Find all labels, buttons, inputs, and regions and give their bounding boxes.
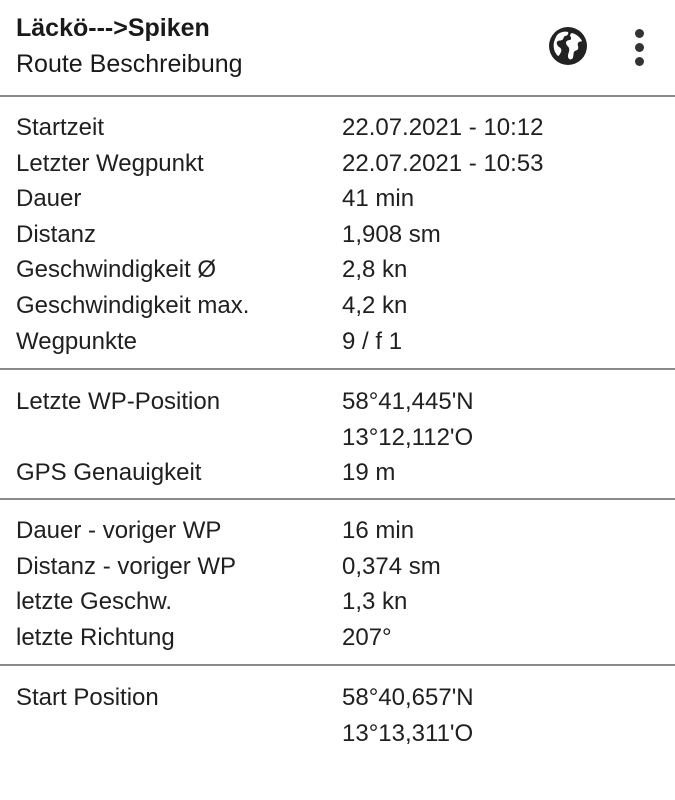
divider xyxy=(0,664,675,666)
info-row-waypoints xyxy=(0,324,675,360)
info-row-duration xyxy=(0,181,675,217)
info-row-start-position xyxy=(0,680,675,716)
row-value: 58°41,445'N xyxy=(342,388,474,415)
row-value: 41 min xyxy=(342,185,415,213)
info-row-last-speed xyxy=(0,584,675,620)
row-label: Distanz xyxy=(16,220,97,248)
info-row-last-heading xyxy=(0,620,675,656)
row-value: 16 min xyxy=(342,517,415,544)
row-label: Distanz - voriger WP xyxy=(16,552,237,580)
info-row-last-wp-position xyxy=(0,384,675,420)
menu-dot-icon xyxy=(635,57,644,66)
row-label: Dauer xyxy=(16,185,82,213)
divider xyxy=(0,498,675,500)
row-label: Letzte WP-Position xyxy=(16,388,221,415)
route-title: Läckö--->Spiken xyxy=(16,14,210,42)
previous-waypoint-section xyxy=(0,513,675,655)
row-label: letzte Geschw. xyxy=(16,588,173,616)
divider xyxy=(0,95,675,97)
row-label: Dauer - voriger WP xyxy=(16,517,222,544)
row-value: 0,374 sm xyxy=(342,552,441,580)
row-value: 22.07.2021 - 10:12 xyxy=(342,114,544,141)
row-label: Letzter Wegpunkt xyxy=(16,149,204,177)
row-value: 58°40,657'N xyxy=(342,684,474,711)
menu-dot-icon xyxy=(635,43,644,52)
info-row-max-speed xyxy=(0,288,675,324)
row-value: 1,3 kn xyxy=(342,588,408,616)
info-row-avg-speed xyxy=(0,252,675,288)
row-value: 207° xyxy=(342,623,392,651)
info-row-last-wp-position-lon xyxy=(0,420,675,456)
info-row-last-waypoint xyxy=(0,146,675,182)
row-label: Wegpunkte xyxy=(16,327,137,355)
app-header xyxy=(0,0,675,96)
row-label: Startzeit xyxy=(16,114,105,141)
info-row-distance xyxy=(0,217,675,253)
start-position-section xyxy=(0,680,675,751)
row-value: 1,908 sm xyxy=(342,220,441,248)
row-value: 13°13,311'O xyxy=(342,719,474,747)
info-row-distance-prev-wp xyxy=(0,549,675,585)
row-value: 19 m xyxy=(342,459,396,487)
info-row-gps-accuracy xyxy=(0,455,675,491)
menu-dot-icon xyxy=(635,29,644,38)
row-label: Start Position xyxy=(16,684,159,711)
summary-section xyxy=(0,110,675,359)
position-section xyxy=(0,384,675,491)
info-row-start-time xyxy=(0,110,675,146)
row-label: Geschwindigkeit max. xyxy=(16,291,250,319)
info-row-start-position-lon xyxy=(0,716,675,752)
row-label: Geschwindigkeit Ø xyxy=(16,256,217,284)
row-value: 4,2 kn xyxy=(342,291,408,319)
info-row-duration-prev-wp xyxy=(0,513,675,549)
row-label: letzte Richtung xyxy=(16,623,175,651)
overflow-menu-button[interactable] xyxy=(624,24,656,70)
row-value: 2,8 kn xyxy=(342,256,408,284)
divider xyxy=(0,368,675,370)
row-value: 13°12,112'O xyxy=(342,423,474,451)
globe-icon[interactable] xyxy=(547,25,589,67)
row-value: 9 / f 1 xyxy=(342,327,403,355)
row-label: GPS Genauigkeit xyxy=(16,459,202,487)
route-subtitle: Route Beschreibung xyxy=(16,50,243,78)
row-value: 22.07.2021 - 10:53 xyxy=(342,149,544,177)
